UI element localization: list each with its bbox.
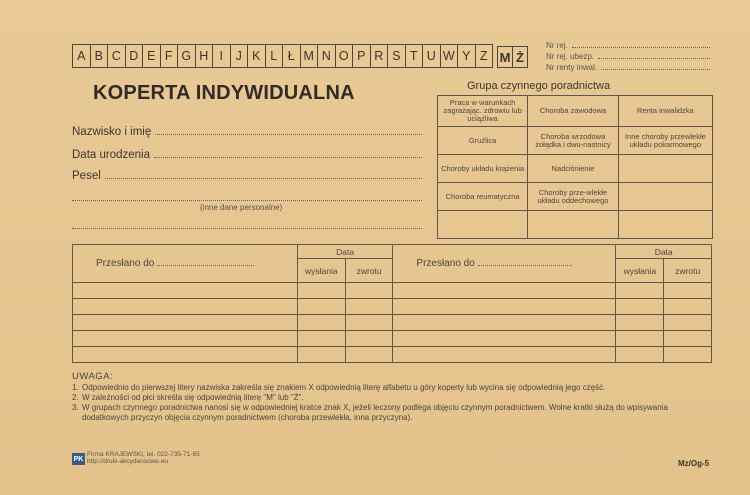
transfer-cell[interactable] [664, 347, 712, 363]
transfer-cell[interactable] [664, 331, 712, 347]
letter-box[interactable]: Y [457, 44, 476, 68]
nr-ubezp-label: Nr rej. ubezp. [546, 52, 595, 61]
letter-box[interactable]: D [125, 44, 144, 68]
transfer-cell[interactable] [393, 283, 616, 299]
letter-box[interactable]: C [107, 44, 126, 68]
group-cell[interactable]: Choroba zawodowa [528, 96, 619, 127]
letter-box[interactable]: J [230, 44, 249, 68]
notes-section [72, 371, 712, 423]
group-cell[interactable] [438, 211, 528, 239]
transfer-cell[interactable] [616, 331, 664, 347]
publisher-line1: Firma KRAJEWSKI, tel. 022-735-71-65 [87, 451, 200, 458]
group-table [437, 95, 713, 239]
other-data-caption: (inne dane personalne) [200, 203, 283, 212]
transfer-cell[interactable] [616, 315, 664, 331]
letter-box[interactable]: O [335, 44, 354, 68]
note-item: 2. W zależności od płci skreśla się odpowiednią literę "M" lub "Ż". [72, 392, 304, 402]
transfer-cell[interactable] [393, 331, 616, 347]
sent-to-label: Przesłano do [416, 258, 475, 269]
group-cell[interactable]: Gruźlica [438, 127, 528, 155]
transfer-cell[interactable] [297, 299, 345, 315]
date-label: Data [336, 246, 355, 257]
group-row [438, 155, 713, 183]
transfer-cell[interactable] [616, 347, 664, 363]
transfer-cell[interactable] [73, 347, 298, 363]
extra-line[interactable] [72, 228, 422, 229]
group-cell[interactable] [618, 155, 712, 183]
gender-m[interactable]: M [497, 46, 513, 68]
note-text: W grupach czynnego poradnictwa nanosi się w odpowiedniej kratce znak X, jeżeli leczony podlega objęciu czynnym poradnictwem. Wolne kratki służą do wpisywania dodatkowych przyczyn objęcia czynnym poradnictwem (choroba przewlekła, inna przyczyna). [82, 402, 668, 422]
letter-box[interactable]: N [317, 44, 336, 68]
letter-box[interactable]: H [195, 44, 214, 68]
group-row [438, 96, 713, 127]
sent-to-header-right [393, 245, 616, 283]
nr-ubezp-line [546, 52, 710, 61]
group-cell[interactable] [618, 211, 712, 239]
gender-z[interactable]: Ż [512, 46, 528, 68]
sent-to-header-left [73, 245, 298, 283]
transfer-cell[interactable] [393, 315, 616, 331]
date-header-left [297, 245, 393, 259]
group-row [438, 211, 713, 239]
publisher-url[interactable]: http://druki-akcydensowe.eu [87, 458, 168, 466]
transfer-cell[interactable] [297, 347, 345, 363]
transfer-table [72, 244, 712, 363]
nr-rej-line [546, 41, 710, 50]
nr-renty-label: Nr renty inwal. [546, 63, 598, 72]
transfer-header-row [73, 245, 712, 259]
letter-box[interactable]: L [265, 44, 284, 68]
alphabet-strip [72, 44, 492, 68]
transfer-cell[interactable] [616, 299, 664, 315]
transfer-cell[interactable] [664, 299, 712, 315]
sent-date-header: wysłania [297, 259, 345, 283]
letter-box[interactable]: K [247, 44, 266, 68]
transfer-cell[interactable] [297, 331, 345, 347]
form-code: Mz/Og-5 [678, 459, 710, 468]
name-label: Nazwisko i imię [72, 126, 152, 138]
transfer-cell[interactable] [345, 331, 393, 347]
transfer-cell[interactable] [345, 315, 393, 331]
transfer-row [73, 283, 712, 299]
group-row [438, 127, 713, 155]
nr-rej-label: Nr rej. [546, 41, 568, 50]
transfer-cell[interactable] [73, 331, 298, 347]
group-cell[interactable]: Choroba reumatyczna [438, 183, 528, 211]
letter-box[interactable]: Ł [282, 44, 301, 68]
transfer-cell[interactable] [73, 283, 298, 299]
transfer-cell[interactable] [393, 299, 616, 315]
note-item: 3. W grupach czynnego poradnictwa nanosi się w odpowiedniej kratce znak X, jeżeli leczony podlega objęciu czynnym poradnictwem. Wolne kratki służą do wpisywania dodatkowych przyczyn objęcia czynnym poradnictwem (choroba przewlekła, inna przyczyna). [72, 403, 712, 423]
group-cell[interactable]: Nadciśnienie [528, 155, 619, 183]
return-date-header: zwrotu [345, 259, 393, 283]
transfer-cell[interactable] [664, 315, 712, 331]
letter-box[interactable]: E [142, 44, 161, 68]
group-cell[interactable] [528, 211, 619, 239]
note-text: Odpowiednio do pierwszej litery nazwiska zakreśla się znakiem X odpowiednią literę alfabetu u góry koperty lub wycina się odpowiednią jego część. [82, 382, 606, 392]
group-cell[interactable]: Choroby układu krążenia [438, 155, 528, 183]
transfer-cell[interactable] [297, 315, 345, 331]
group-cell[interactable]: Choroba wrzodowa żołądka i dwu-nastnicy [528, 127, 619, 155]
letter-box[interactable]: Z [475, 44, 494, 68]
sent-date-header: wysłania [616, 259, 664, 283]
dob-field[interactable] [72, 149, 422, 161]
letter-box[interactable]: I [212, 44, 231, 68]
notes-heading: UWAGA: [72, 371, 114, 382]
transfer-cell[interactable] [73, 299, 298, 315]
group-title: Grupa czynnego poradnictwa [467, 80, 611, 92]
transfer-row [73, 315, 712, 331]
transfer-cell[interactable] [345, 299, 393, 315]
group-row [438, 183, 713, 211]
letter-box[interactable]: F [160, 44, 179, 68]
transfer-cell[interactable] [345, 283, 393, 299]
transfer-cell[interactable] [297, 283, 345, 299]
sent-to-label: Przesłano do [96, 258, 155, 269]
letter-box[interactable]: S [387, 44, 406, 68]
pesel-field[interactable] [72, 170, 422, 182]
transfer-cell[interactable] [664, 283, 712, 299]
gender-boxes [497, 46, 527, 68]
group-cell[interactable] [618, 183, 712, 211]
publisher-info [87, 451, 200, 466]
letter-box[interactable]: M [300, 44, 319, 68]
dob-label: Data urodzenia [72, 149, 150, 161]
letter-box[interactable]: W [440, 44, 459, 68]
note-text: W zależności od płci skreśla się odpowiednią literę "M" lub "Ż". [82, 392, 304, 402]
letter-box[interactable]: P [352, 44, 371, 68]
letter-box[interactable]: G [177, 44, 196, 68]
nr-renty-line [546, 63, 710, 72]
transfer-cell[interactable] [616, 283, 664, 299]
note-item: 1. Odpowiednio do pierwszej litery nazwiska zakreśla się znakiem X odpowiednią literę alfabetu u góry koperty lub wycina się odpowiednią jego część. [72, 382, 606, 392]
transfer-cell[interactable] [345, 347, 393, 363]
group-cell[interactable]: Inne choroby przewlekłe układu pokarmowego [618, 127, 712, 155]
publisher-logo: PK [72, 453, 85, 465]
letter-box[interactable]: A [72, 44, 91, 68]
letter-box[interactable]: R [370, 44, 389, 68]
name-field[interactable] [72, 126, 422, 138]
transfer-row [73, 331, 712, 347]
other-data-line[interactable] [72, 200, 422, 201]
return-date-header: zwrotu [664, 259, 712, 283]
group-cell[interactable]: Choroby prze-wlekłe układu oddechowego [528, 183, 619, 211]
page-title: KOPERTA INDYWIDUALNA [93, 82, 355, 104]
pesel-label: Pesel [72, 170, 101, 182]
group-cell[interactable]: Renta inwalidzka [618, 96, 712, 127]
date-label: Data [654, 246, 673, 257]
letter-box[interactable]: T [405, 44, 424, 68]
transfer-row [73, 347, 712, 363]
group-cell[interactable]: Praca w warunkach zagrażając. zdrowiu lub uciążliwa [438, 96, 528, 127]
transfer-row [73, 299, 712, 315]
transfer-cell[interactable] [73, 315, 298, 331]
letter-box[interactable]: B [90, 44, 109, 68]
date-header-right [616, 245, 712, 259]
letter-box[interactable]: U [422, 44, 441, 68]
transfer-cell[interactable] [393, 347, 616, 363]
